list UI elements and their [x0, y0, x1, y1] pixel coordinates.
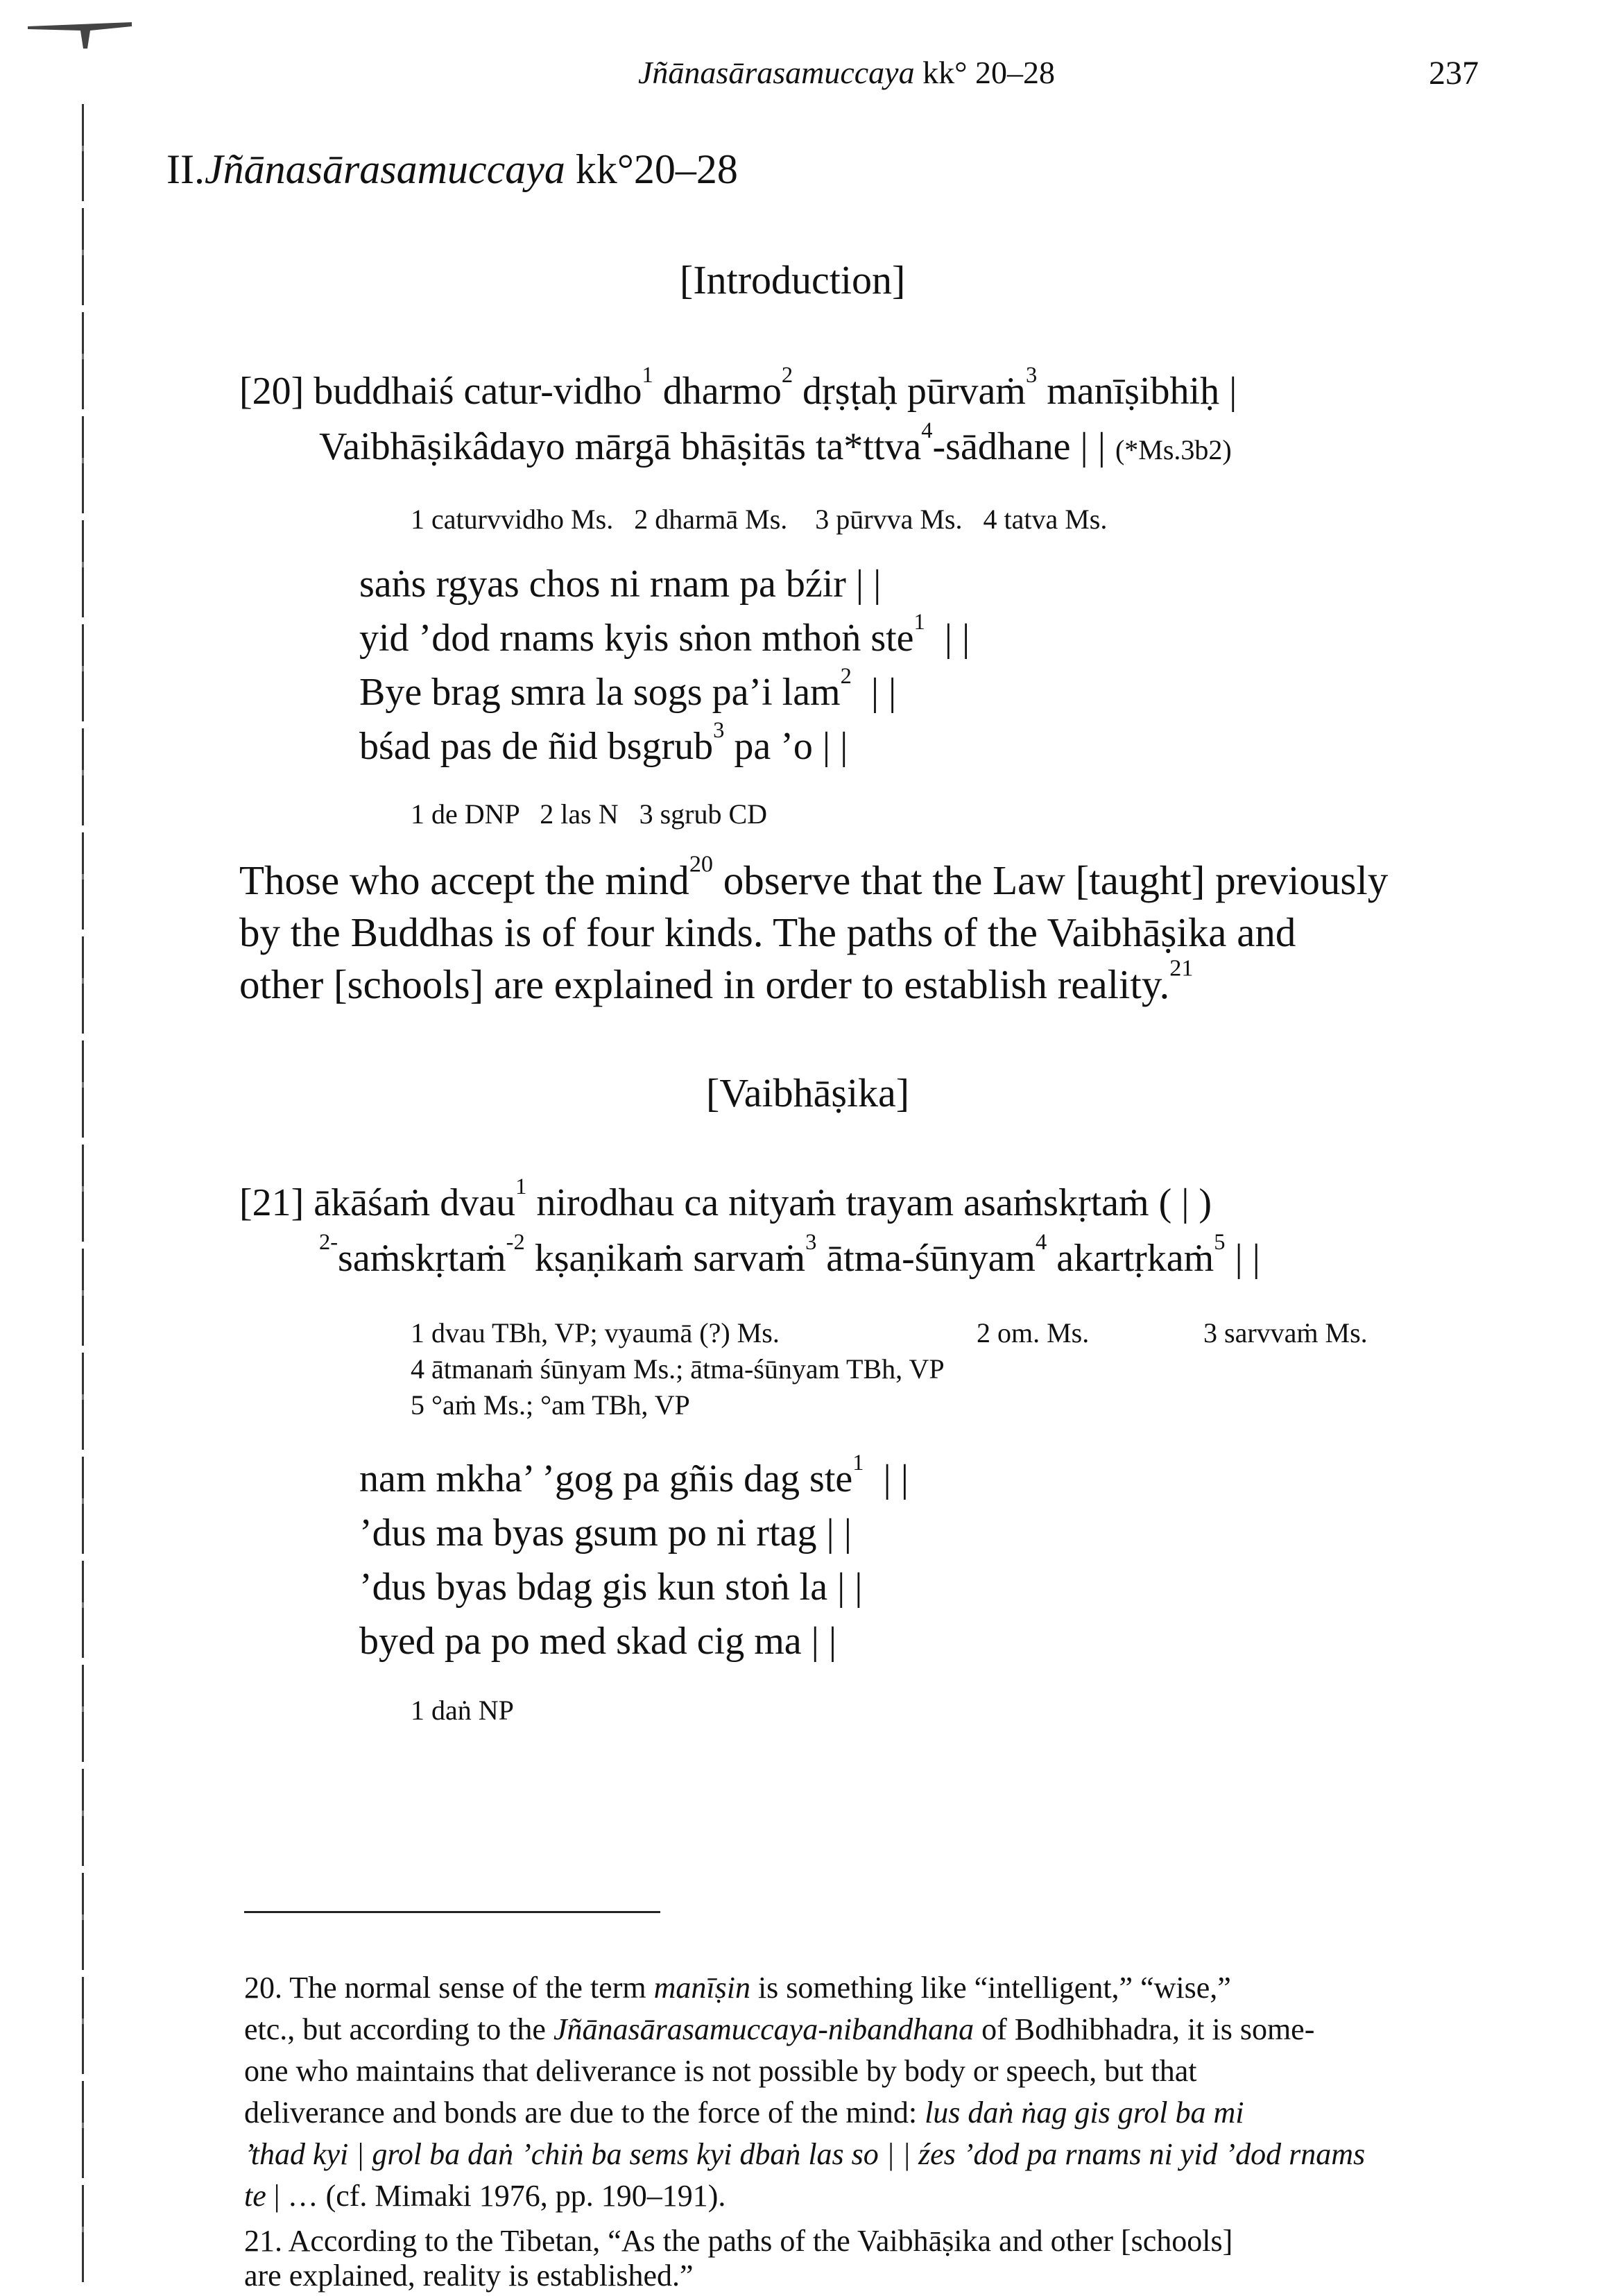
- page-number: 237: [1429, 55, 1479, 92]
- footnote-21-line-1: 21. According to the Tibetan, “As the paths of the Vaibhāṣika and other [schools]: [244, 2224, 1233, 2258]
- verse-21-line-1: [21] ākāśaṁ dvau$^1$ nirodhau ca nityaṁ trayam asaṁskṛtaṁ ( | ): [239, 1174, 1212, 1224]
- section-heading: II.Jñānasārasamuccaya kk°20–28: [166, 146, 738, 192]
- tibetan-20-line-4: bśad pas de ñid bsgrub$^3$ pa ’o | |: [359, 718, 848, 768]
- tibetan-20-line-1: saṅs rgyas chos ni rnam pa bźir | |: [359, 563, 882, 606]
- verse-21-note-5: 5 °aṁ Ms.; °am TBh, VP: [411, 1389, 690, 1421]
- footnote-20-line-4: deliverance and bonds are due to the force of the mind: lus daṅ ṅag gis grol ba mi: [244, 2096, 1244, 2130]
- verse-21-line-2: $^{2-}$saṁskṛtaṁ$^{-2}$ kṣaṇikaṁ sarvaṁ$^3$ ātma-śūnyam$^4$ akartṛkaṁ$^5$ | |: [319, 1230, 1260, 1280]
- verse-21-note-3: 3 sarvvaṁ Ms.: [1203, 1317, 1368, 1348]
- tibetan-20-line-2: yid ’dod rnams kyis sṅon mthoṅ ste$^1$ | |: [359, 610, 970, 660]
- tibetan-20-line-3: Bye brag smra la sogs pa’i lam$^2$ | |: [359, 664, 897, 714]
- translation-20-line-3: other [schools] are explained in order to establish reality.$^{21}$: [239, 955, 1194, 1007]
- footnote-20-line-6: te | … (cf. Mimaki 1976, pp. 190–191).: [244, 2179, 726, 2213]
- tibetan-21-line-4: byed pa po med skad cig ma | |: [359, 1620, 837, 1663]
- footnote-21-line-2: are explained, reality is established.”: [244, 2259, 694, 2293]
- running-header: Jñānasārasamuccaya kk° 20–28: [638, 55, 1055, 90]
- verse-21-note-1: 1 dvau TBh, VP; vyaumā (?) Ms.: [411, 1317, 780, 1348]
- verse-20-line-2: Vaibhāṣikâdayo mārgā bhāṣitās ta*ttva$^4$-sādhane | | (*Ms.3b2): [319, 418, 1232, 468]
- verse-21-note-2: 2 om. Ms.: [977, 1317, 1090, 1348]
- footnote-rule: [244, 1911, 660, 1913]
- introduction-heading: [Introduction]: [680, 257, 906, 302]
- tibetan-21-line-2: ’dus ma byas gsum po ni rtag | |: [359, 1511, 852, 1554]
- tibetan-20-notes: 1 de DNP 2 las N 3 sgrub CD: [411, 798, 768, 830]
- tibetan-21-notes: 1 daṅ NP: [411, 1695, 514, 1726]
- tibetan-21-line-1: nam mkha’ ’gog pa gñis dag ste$^1$ | |: [359, 1450, 909, 1500]
- verse-20-critical-notes: 1 caturvvidho Ms. 2 dharmā Ms. 3 pūrvva Ms. 4 tatva Ms.: [411, 504, 1108, 535]
- vaibhasika-heading: [Vaibhāṣika]: [706, 1070, 910, 1115]
- page-spine-shadow: [82, 104, 84, 2282]
- verse-21-note-4: 4 ātmanaṁ śūnyam Ms.; ātma-śūnyam TBh, VP: [411, 1353, 945, 1385]
- scan-corner-mark: [28, 21, 132, 49]
- footnote-20-line-5: ’thad kyi | grol ba daṅ ’chiṅ ba sems kyi dbaṅ las so | | źes ’dod pa rnams ni yid ’dod rnams: [244, 2137, 1366, 2171]
- footnote-20-line-1: 20. The normal sense of the term manīṣin is something like “intelligent,” “wise,”: [244, 1971, 1231, 2005]
- tibetan-21-line-3: ’dus byas bdag gis kun stoṅ la | |: [359, 1566, 863, 1609]
- footnote-20-line-2: etc., but according to the Jñānasārasamuccaya-nibandhana of Bodhibhadra, it is some-: [244, 2012, 1315, 2046]
- translation-20-line-2: by the Buddhas is of four kinds. The paths of the Vaibhāṣika and: [239, 909, 1296, 955]
- footnote-20-line-3: one who maintains that deliverance is not possible by body or speech, but that: [244, 2054, 1197, 2088]
- verse-20-line-1: [20] buddhaiś catur-vidho$^1$ dharmo$^2$ dṛṣṭaḥ pūrvaṁ$^3$ manīṣibhiḥ |: [239, 363, 1237, 413]
- translation-20-line-1: Those who accept the mind$^{20}$ observe that the Law [taught] previously: [239, 851, 1389, 903]
